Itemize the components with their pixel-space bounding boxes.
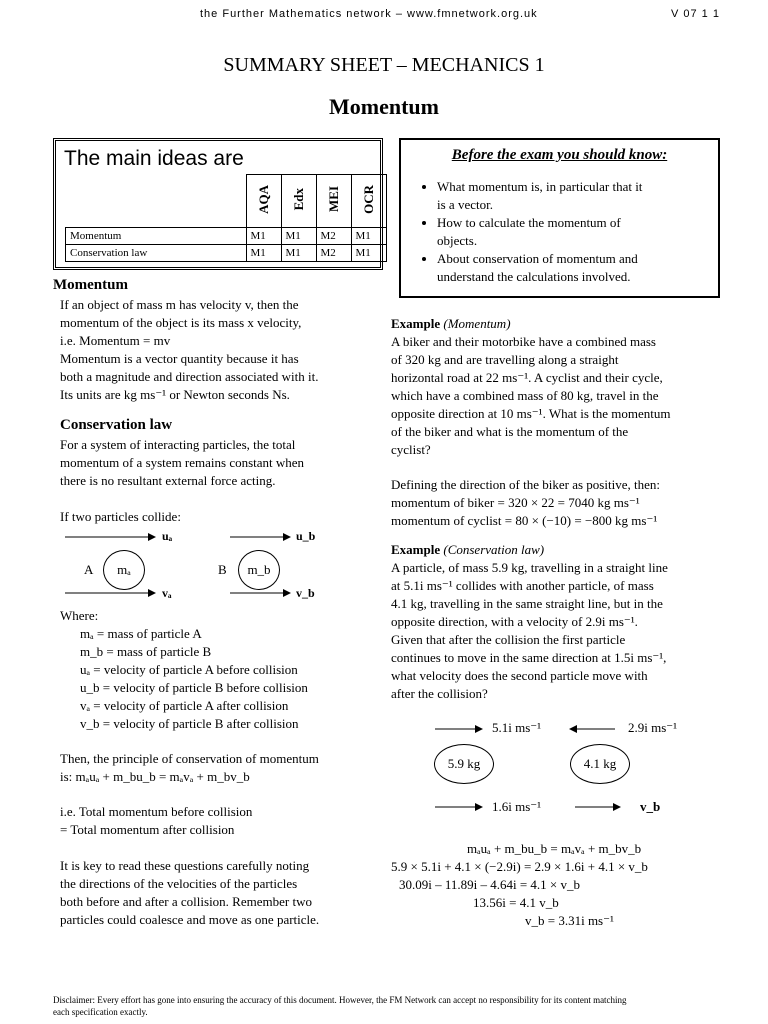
spec-cell: M1 <box>351 227 386 244</box>
spec-col-mei: MEI <box>325 186 341 213</box>
particle-b-label: B <box>218 562 227 577</box>
table-row <box>66 227 387 244</box>
ua-label: uₐ <box>162 529 173 543</box>
header-site: the Further Mathematics network – www.fmnetwork.org.uk <box>200 8 538 20</box>
example2-text: A particle, of mass 5.9 kg, travelling in a straight line at 5.1i ms⁻¹ collides with another particle, of mass 4.1 kg, travelling in the same straight line, but in the opposite direction, with a velocity of 2.9i ms⁻¹. Given that after the collision the first particle continues to move in the same direction at 1.5i ms⁻¹, what velocity does the second particle move with after the collision? <box>391 560 668 701</box>
momentum-text: If an object of mass m has velocity v, then the momentum of the object is its mass x velocity, i.e. Momentum = mv Momentum is a vector quantity because it has both a magnitude and direction associated with it. Its units are kg ms⁻¹ or Newton seconds Ns. <box>60 297 319 402</box>
particle-a-circle: mₐ <box>103 550 145 590</box>
collide-text: If two particles collide: <box>60 509 181 524</box>
spec-cell: M1 <box>281 227 316 244</box>
spec-table <box>65 174 387 262</box>
example2-working: mₐuₐ + m_bu_b = mₐvₐ + m_bv_b 5.9 × 5.1i + 4.1 × (−2.9i) = 2.9 × 1.6i + 4.1 × v_b 30.09i – 11.89i – 4.64i = 4.1 × v_b 13.56i = 4.1 v_b v_b = 3.31i ms⁻¹ <box>391 841 648 928</box>
spec-cell: M1 <box>351 244 386 261</box>
ie-text: i.e. Total momentum before collision = Total momentum after collision <box>60 804 253 837</box>
u2-label: 2.9i ms⁻¹ <box>628 720 678 735</box>
header-version: V 07 1 1 <box>671 8 720 20</box>
conservation-heading: Conservation law <box>60 417 173 433</box>
where-label: Where: <box>60 608 99 623</box>
conservation-text: For a system of interacting particles, the total momentum of a system remains constant when there is no resultant external force acting. <box>60 437 305 488</box>
main-ideas-title: The main ideas are <box>64 147 244 170</box>
momentum-heading: Momentum <box>53 277 128 293</box>
spec-cell: M1 <box>246 227 281 244</box>
particle-a-label: A <box>84 562 94 577</box>
list-item: • How to calculate the momentum of objects. <box>437 214 718 250</box>
page-subtitle: Momentum <box>329 94 439 119</box>
spec-col-edx: Edx <box>290 188 306 211</box>
example2-heading: Example (Conservation law) <box>391 542 545 557</box>
table-row <box>66 244 387 261</box>
particle-b-circle: m_b <box>238 550 280 590</box>
spec-cell: M1 <box>246 244 281 261</box>
spec-col-aqa: AQA <box>255 184 271 214</box>
note-text: It is key to read these questions carefully noting the directions of the velocities of the particles both before and after a collision. Remember two particles could coalesce and move as one particle. <box>60 858 320 927</box>
mass1-circle: 5.9 kg <box>434 744 494 784</box>
before-exam-list <box>401 178 718 286</box>
u1-label: 5.1i ms⁻¹ <box>492 720 542 735</box>
spec-col-ocr: OCR <box>360 184 376 214</box>
principle-text: Then, the principle of conservation of momentum is: mₐuₐ + m_bu_b = mₐvₐ + m_bv_b <box>60 751 319 784</box>
spec-cell: M2 <box>316 244 351 261</box>
list-item: • What momentum is, in particular that it is a vector. <box>437 178 718 214</box>
definitions-list: mₐ = mass of particle A m_b = mass of particle B uₐ = velocity of particle A before collision u_b = velocity of particle B before collision vₐ = velocity of particle A after collision v_b = velocity of particle B after collision <box>80 626 308 731</box>
example1-heading: Example (Momentum) <box>391 316 511 331</box>
spec-cell: M1 <box>281 244 316 261</box>
list-item: • About conservation of momentum and understand the calculations involved. <box>437 250 718 286</box>
v1-label: 1.6i ms⁻¹ <box>492 799 542 814</box>
page-title: SUMMARY SHEET – MECHANICS 1 <box>223 54 545 76</box>
example1-text: A biker and their motorbike have a combined mass of 320 kg and are travelling along a straight horizontal road at 22 ms⁻¹. A cyclist and their cycle, which have a combined mass of 80 kg, travel in the opposite direction at 10 ms⁻¹. What is the momentum of the biker and what is the momentum of the cyclist? <box>391 334 671 457</box>
v2-label: v_b <box>640 799 661 814</box>
vb-label: v_b <box>296 586 315 600</box>
topic-cell: Momentum <box>66 227 247 244</box>
disclaimer: Disclaimer: Every effort has gone into ensuring the accuracy of this document. However, the FM Network can accept no responsibility for its content matching each specification exactly. <box>53 995 627 1017</box>
before-exam-title: Before the exam you should know: <box>451 147 668 163</box>
ub-label: u_b <box>296 529 316 543</box>
va-label: vₐ <box>162 586 172 600</box>
before-exam-box <box>399 138 720 298</box>
example1-solution: Defining the direction of the biker as positive, then: momentum of biker = 320 × 22 = 7040 kg ms⁻¹ momentum of cyclist = 80 × (−10) = −800 kg ms⁻¹ <box>391 477 660 528</box>
mass2-circle: 4.1 kg <box>570 744 630 784</box>
spec-cell: M2 <box>316 227 351 244</box>
topic-cell: Conservation law <box>66 244 247 261</box>
